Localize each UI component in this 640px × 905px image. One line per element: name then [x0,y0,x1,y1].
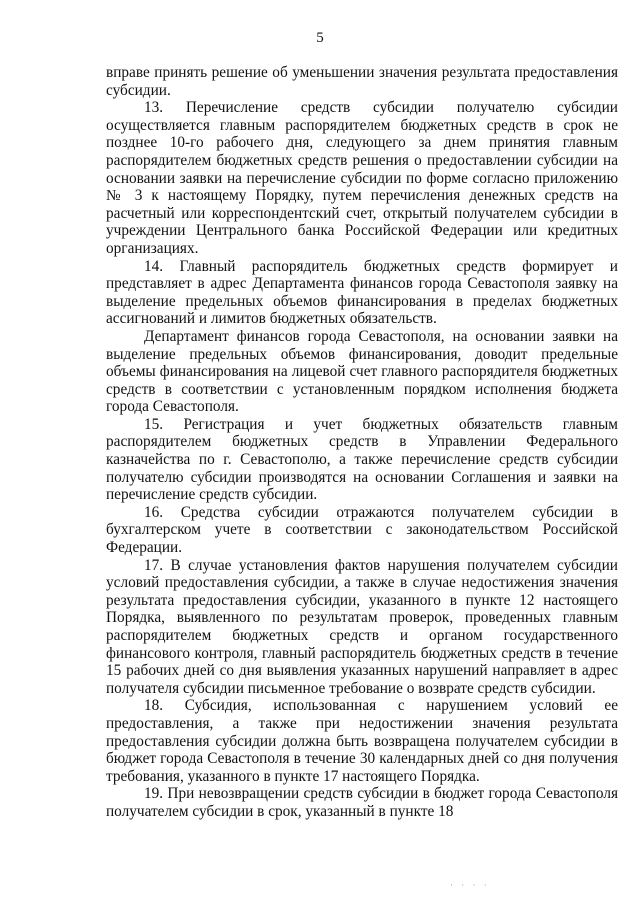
paragraph-19: 19. При невозвращении средств субсидии в бюджет города Севастополя получателем субсидии в срок, указанный в пункте 18 [106,785,618,820]
paragraph-13: 13. Перечисление средств субсидии получателю субсидии осуществляется главным распорядителем бюджетных средств в срок не позднее 10-го рабочего дня, следующего за днем принятия главным распорядителем бюджетных средств решения о предоставлении субсидии на основании заявки на перечисление субсидии по форме согласно приложению № 3 к настоящему Порядку, путем перечисления денежных средств на расчетный или корреспондентский счет, открытый получателем субсидии в учреждении Центрального банка Российской Федерации или кредитных организациях. [106,99,618,257]
paragraph-16: 16. Средства субсидии отражаются получателем субсидии в бухгалтерском учете в соответствии с законодательством Российской Федерации. [106,503,618,557]
paragraph-18: 18. Субсидия, использованная с нарушением условий ее предоставления, а также при недостижении значения результата предоставления субсидии должна быть возвращена получателем субсидии в бюджет города Севастополя в течение 30 календарных дней со дня получения требования, указанного в пункте 17 настоящего Порядка. [106,697,618,785]
paragraph-14-department: Департамент финансов города Севастополя, на основании заявки на выделение предельных объемов финансирования, доводит предельные объемы финансирования на лицевой счет главного распорядителя бюджетных средств в соответствии с установленным порядком исполнения бюджета города Севастополя. [106,327,618,416]
paragraph-17: 17. В случае установления фактов нарушения получателем субсидии условий предоставления субсидии, а также в случае недостижения значения результата предоставления субсидии, указанного в пункте 12 настоящего Порядка, выявленного по результатам проверок, проведенных главным распорядителем бюджетных средств и органом государственного финансового контроля, главный распорядитель бюджетных средств в течение 15 рабочих дней со дня выявления указанных нарушений направляет в адрес получателя субсидии письменное требование о возврате средств субсидии. [106,556,618,697]
scan-noise-marks: · · · · [450,880,490,890]
paragraph-14: 14. Главный распорядитель бюджетных средств формирует и представляет в адрес Департамента финансов города Севастополя заявку на выделение предельных объемов финансирования в пределах бюджетных ассигнований и лимитов бюджетных обязательств. [106,257,618,328]
document-body [106,64,618,821]
paragraph-continuation: вправе принять решение об уменьшении значения результата предоставления субсидии. [106,64,618,99]
page-number: 5 [316,30,324,46]
paragraph-15: 15. Регистрация и учет бюджетных обязательств главным распорядителем бюджетных средств в Управлении Федерального казначейства по г. Севастополю, а также перечисление средств субсидии получателю субсидии производятся на основании Соглашения и заявки на перечисление средств субсидии. [106,415,618,504]
